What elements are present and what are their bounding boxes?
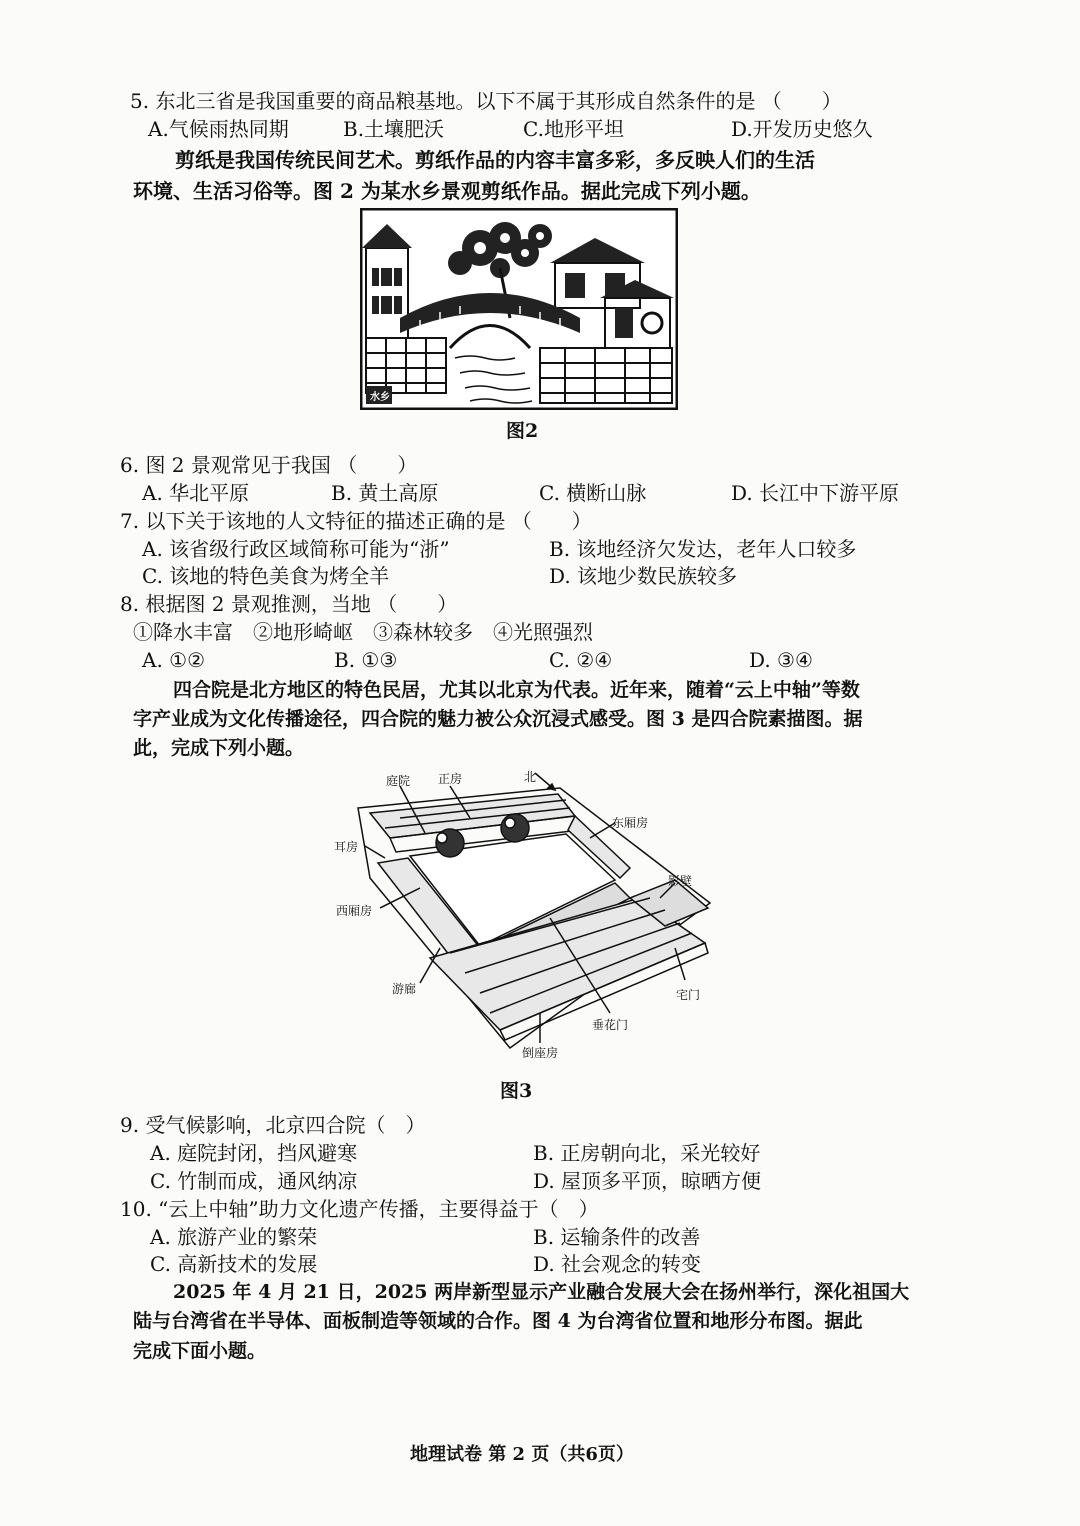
q8-stem: 8. 根据图 2 景观推测，当地 （ ） bbox=[120, 592, 458, 616]
q5-option-d: D.开发历史悠久 bbox=[731, 117, 873, 141]
q7-option-d: D. 该地少数民族较多 bbox=[549, 564, 738, 588]
label-hanging-gate: 垂花门 bbox=[592, 1018, 629, 1032]
q6-stem: 6. 图 2 景观常见于我国 （ ） bbox=[120, 453, 418, 477]
q8-option-b: B. ①③ bbox=[334, 648, 398, 672]
q10-option-b: B. 运输条件的改善 bbox=[533, 1225, 701, 1249]
q8-option-a: A. ①② bbox=[142, 648, 206, 672]
q9-option-b: B. 正房朝向北，采光较好 bbox=[533, 1141, 761, 1165]
q9-option-d: D. 屋顶多平顶，晾晒方便 bbox=[533, 1169, 762, 1193]
label-north: 北 bbox=[524, 770, 537, 784]
q10-option-a: A. 旅游产业的繁荣 bbox=[150, 1225, 318, 1249]
intro2-line1: 四合院是北方地区的特色民居，尤其以北京为代表。近年来，随着“云上中轴”等数 bbox=[173, 679, 860, 701]
label-west-wing: 西厢房 bbox=[336, 904, 373, 918]
q6-option-d: D. 长江中下游平原 bbox=[731, 481, 900, 505]
q6-option-c: C. 横断山脉 bbox=[539, 481, 647, 505]
figure-3-siheyuan bbox=[330, 768, 720, 1064]
q7-option-a: A. 该省级行政区域简称可能为“浙” bbox=[142, 537, 450, 561]
label-screen-wall: 影壁 bbox=[668, 874, 693, 888]
q5-option-c: C.地形平坦 bbox=[523, 117, 624, 141]
figure-2-corner-text: 水乡 bbox=[370, 392, 390, 403]
label-ear-room: 耳房 bbox=[334, 840, 359, 854]
q6-option-b: B. 黄土高原 bbox=[331, 481, 439, 505]
label-south-room: 倒座房 bbox=[522, 1046, 559, 1060]
intro2-line3: 此，完成下列小题。 bbox=[133, 737, 305, 759]
q7-option-b: B. 该地经济欠发达，老年人口较多 bbox=[549, 537, 857, 561]
intro3-line2: 陆与台湾省在半导体、面板制造等领域的合作。图 4 为台湾省位置和地形分布图。据此 bbox=[133, 1310, 863, 1332]
intro2-line2: 字产业成为文化传播途径，四合院的魅力被公众沉浸式感受。图 3 是四合院素描图。据 bbox=[133, 708, 863, 730]
figure-2-papercut bbox=[360, 208, 678, 410]
q8-option-c: C. ②④ bbox=[549, 648, 613, 672]
intro3-line3: 完成下面小题。 bbox=[133, 1340, 267, 1362]
q9-option-c: C. 竹制而成，通风纳凉 bbox=[150, 1169, 358, 1193]
q10-option-d: D. 社会观念的转变 bbox=[533, 1252, 702, 1276]
figure-2-caption: 图2 bbox=[506, 420, 539, 442]
q9-stem: 9. 受气候影响，北京四合院（ ） bbox=[120, 1113, 426, 1137]
intro3-line1: 2025 年 4 月 21 日，2025 两岸新型显示产业融合发展大会在扬州举行，深化祖国大 bbox=[173, 1281, 910, 1303]
page-footer: 地理试卷 第 2 页（共6页） bbox=[410, 1444, 634, 1465]
label-main-room: 正房 bbox=[438, 772, 463, 786]
q10-option-c: C. 高新技术的发展 bbox=[150, 1252, 318, 1276]
q6-option-a: A. 华北平原 bbox=[142, 481, 250, 505]
q8-option-d: D. ③④ bbox=[749, 648, 813, 672]
intro1-line2: 环境、生活习俗等。图 2 为某水乡景观剪纸作品。据此完成下列小题。 bbox=[133, 179, 761, 203]
q7-option-c: C. 该地的特色美食为烤全羊 bbox=[142, 564, 390, 588]
label-east-wing: 东厢房 bbox=[612, 816, 649, 830]
q7-stem: 7. 以下关于该地的人文特征的描述正确的是 （ ） bbox=[120, 509, 592, 533]
label-courtyard: 庭院 bbox=[386, 774, 411, 788]
q8-items: ①降水丰富 ②地形崎岖 ③森林较多 ④光照强烈 bbox=[133, 620, 593, 644]
figure-3-caption: 图3 bbox=[500, 1080, 533, 1102]
label-corridor: 游廊 bbox=[392, 982, 417, 996]
q9-option-a: A. 庭院封闭，挡风避寒 bbox=[150, 1141, 358, 1165]
intro1-line1: 剪纸是我国传统民间艺术。剪纸作品的内容丰富多彩，多反映人们的生活 bbox=[175, 148, 815, 172]
q5-option-a: A.气候雨热同期 bbox=[148, 117, 289, 141]
label-gate: 宅门 bbox=[676, 988, 701, 1002]
q5-stem: 5. 东北三省是我国重要的商品粮基地。以下不属于其形成自然条件的是 （ ） bbox=[130, 89, 842, 113]
q5-option-b: B.土壤肥沃 bbox=[343, 117, 445, 141]
q10-stem: 10. “云上中轴”助力文化遗产传播，主要得益于（ ） bbox=[120, 1197, 599, 1221]
